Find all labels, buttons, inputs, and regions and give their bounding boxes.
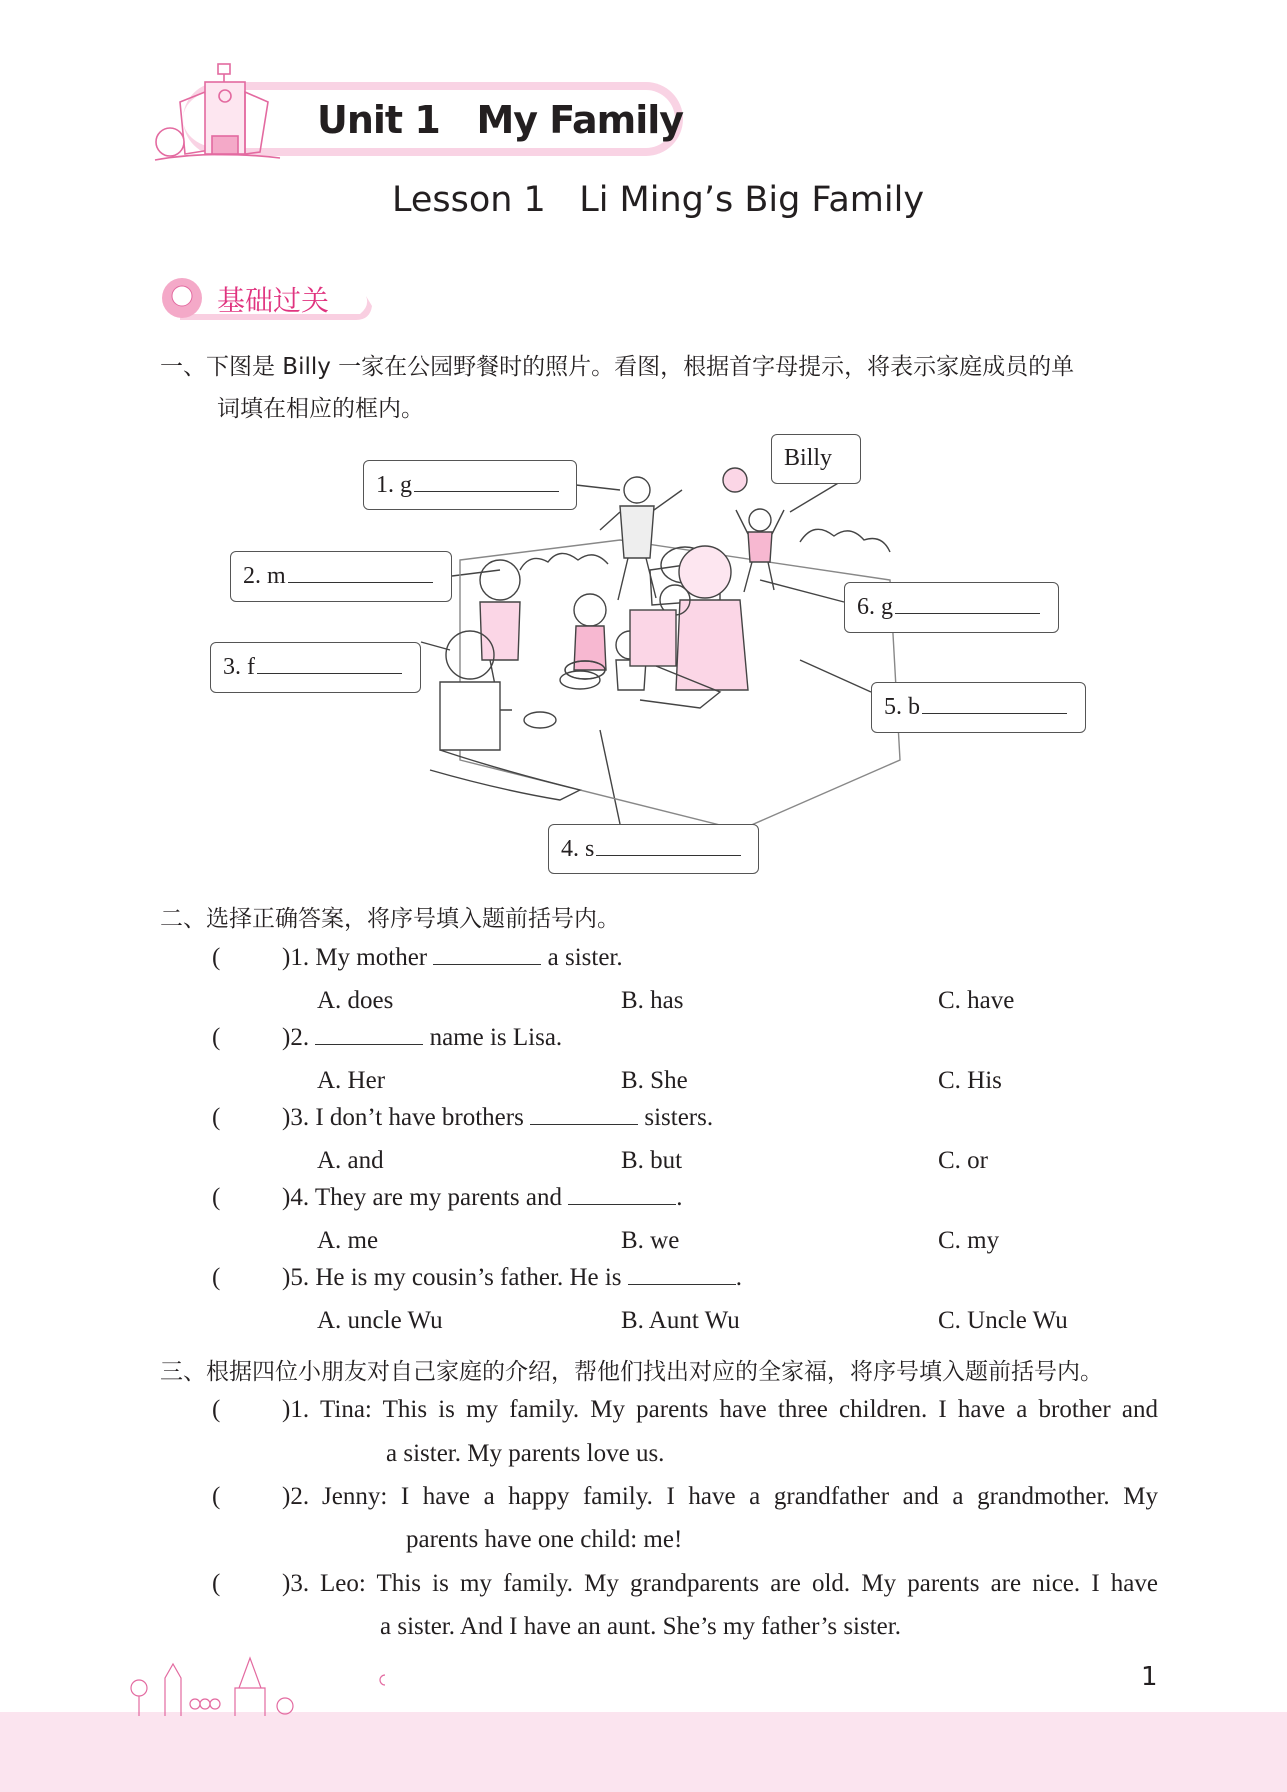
option-a: A. me bbox=[317, 1227, 379, 1254]
label-box-brother[interactable] bbox=[871, 682, 1086, 733]
question-number: )4. bbox=[282, 1184, 310, 1211]
answer-blank[interactable] bbox=[530, 1104, 638, 1125]
section1-title-cont: 词填在相应的框内。 bbox=[217, 396, 424, 422]
option-c: C. or bbox=[938, 1147, 988, 1174]
answer-blank[interactable] bbox=[315, 1024, 423, 1045]
question-number: )2. bbox=[282, 1024, 310, 1051]
question-text-after: name is Lisa. bbox=[429, 1024, 563, 1051]
label-box-grandfather[interactable] bbox=[363, 460, 577, 510]
question-text-after: sisters. bbox=[644, 1104, 714, 1131]
question-text-after: a sister. bbox=[547, 944, 623, 971]
answer-paren[interactable]: ( bbox=[212, 1184, 221, 1211]
unit-title: Unit 1 My Family bbox=[317, 98, 684, 142]
option-b: B. has bbox=[621, 987, 684, 1014]
section2-title: 二、选择正确答案，将序号填入题前括号内。 bbox=[160, 906, 620, 932]
item-text-cont: parents have one child: me! bbox=[406, 1526, 683, 1553]
answer-blank[interactable] bbox=[596, 835, 741, 856]
question-number: )3. bbox=[282, 1104, 310, 1131]
question-text-after: . bbox=[735, 1264, 743, 1291]
label-box-mother[interactable] bbox=[230, 551, 452, 602]
item-text-cont: a sister. My parents love us. bbox=[386, 1440, 665, 1467]
answer-blank[interactable] bbox=[414, 471, 559, 492]
option-a: A. and bbox=[317, 1147, 384, 1174]
question-text-before: My mother bbox=[315, 944, 428, 971]
question-number: )1. bbox=[282, 944, 310, 971]
question-text-after: . bbox=[676, 1184, 683, 1211]
answer-blank[interactable] bbox=[628, 1264, 736, 1285]
option-c: C. Uncle Wu bbox=[938, 1307, 1068, 1334]
option-c: C. His bbox=[938, 1067, 1002, 1094]
label-box-billy bbox=[771, 434, 861, 484]
question-number: )5. bbox=[282, 1264, 310, 1291]
answer-paren[interactable]: ( bbox=[212, 1483, 221, 1510]
lesson-title: Lesson 1 Li Ming’s Big Family bbox=[391, 180, 925, 220]
question-1 bbox=[282, 944, 623, 972]
option-a: A. uncle Wu bbox=[317, 1307, 443, 1334]
answer-paren[interactable]: ( bbox=[212, 1570, 221, 1597]
page-number: 1 bbox=[1141, 1662, 1158, 1692]
label-hint: 3. f bbox=[223, 654, 255, 680]
answer-paren[interactable]: ( bbox=[212, 1104, 221, 1131]
town-decoration-icon bbox=[125, 1650, 385, 1720]
answer-paren[interactable]: ( bbox=[212, 1396, 221, 1423]
item-number: )2. bbox=[282, 1483, 310, 1510]
question-text-before: He is my cousin’s father. He is bbox=[315, 1264, 622, 1291]
section3-title: 三、根据四位小朋友对自己家庭的介绍，帮他们找出对应的全家福，将序号填入题前括号内。 bbox=[160, 1359, 1103, 1385]
question-text-before: I don’t have brothers bbox=[315, 1104, 524, 1131]
item-text-cont: a sister. And I have an aunt. She’s my father’s sister. bbox=[380, 1613, 901, 1640]
label-box-sister[interactable] bbox=[548, 824, 759, 874]
question-4 bbox=[282, 1184, 683, 1212]
option-b: B. but bbox=[621, 1147, 683, 1174]
option-c: C. have bbox=[938, 987, 1015, 1014]
answer-blank[interactable] bbox=[433, 944, 541, 965]
question-text-before: They are my parents and bbox=[314, 1184, 563, 1211]
section1-title: 一、下图是 Billy 一家在公园野餐时的照片。看图，根据首字母提示，将表示家庭成员的单 bbox=[160, 354, 1075, 380]
option-a: A. does bbox=[317, 987, 394, 1014]
label-hint: 5. b bbox=[884, 694, 920, 720]
item-text: Leo: This is my family. My grandparents are old. My parents are nice. I have bbox=[320, 1570, 1158, 1597]
label-hint: 2. m bbox=[243, 563, 286, 589]
answer-blank[interactable] bbox=[895, 593, 1040, 614]
option-c: C. my bbox=[938, 1227, 1000, 1254]
label-hint: 6. g bbox=[857, 594, 893, 620]
answer-blank[interactable] bbox=[568, 1184, 676, 1205]
footer-band bbox=[0, 1712, 1287, 1792]
school-building-icon bbox=[150, 62, 290, 167]
question-5 bbox=[282, 1264, 742, 1292]
label-box-father[interactable] bbox=[210, 642, 421, 693]
option-a: A. Her bbox=[317, 1067, 386, 1094]
question-2 bbox=[282, 1024, 562, 1052]
label-name: Billy bbox=[784, 445, 833, 471]
item-text: Tina: This is my family. My parents have three children. I have a brother and bbox=[320, 1396, 1158, 1423]
option-b: B. Aunt Wu bbox=[621, 1307, 740, 1334]
item-number: )3. bbox=[282, 1570, 310, 1597]
answer-blank[interactable] bbox=[288, 562, 433, 583]
item-text: Jenny: I have a happy family. I have a grandfather and a grandmother. My bbox=[322, 1483, 1158, 1510]
label-hint: 4. s bbox=[561, 836, 595, 862]
option-b: B. we bbox=[621, 1227, 680, 1254]
label-hint: 1. g bbox=[376, 472, 412, 498]
section-badge-title: 基础过关 bbox=[217, 284, 330, 317]
answer-paren[interactable]: ( bbox=[212, 944, 221, 971]
question-3 bbox=[282, 1104, 713, 1132]
answer-blank[interactable] bbox=[257, 653, 402, 674]
label-box-grandmother[interactable] bbox=[844, 582, 1059, 633]
answer-blank[interactable] bbox=[922, 693, 1067, 714]
option-b: B. She bbox=[621, 1067, 688, 1094]
item-number: )1. bbox=[282, 1396, 310, 1423]
answer-paren[interactable]: ( bbox=[212, 1264, 221, 1291]
answer-paren[interactable]: ( bbox=[212, 1024, 221, 1051]
